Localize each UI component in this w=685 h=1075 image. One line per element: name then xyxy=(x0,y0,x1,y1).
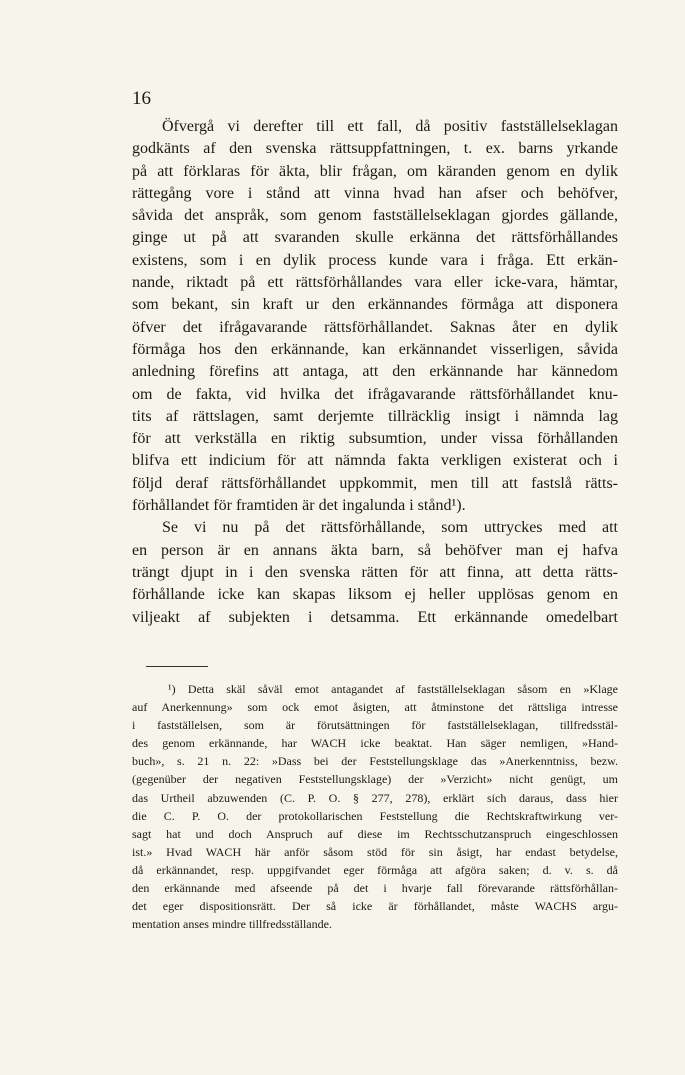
text-line: godkänts af den svenska rättsuppfattningen, t. ex. barns yrkande xyxy=(132,140,618,158)
footnote-line: (gegenüber der negativen Feststellungsklage) der »Verzicht» nicht genügt, um xyxy=(132,772,618,787)
text-line: anledning förefins att antaga, att den erkännande har kännedom xyxy=(132,363,618,381)
text-line: ginge ut på att svaranden skulle erkänna det rättsförhållandes xyxy=(132,229,618,247)
text-line: öfver det ifrågavarande rättsförhållandet. Saknas åter en dylik xyxy=(132,318,618,336)
page-number: 16 xyxy=(132,88,151,109)
text-line: Se vi nu på det rättsförhållande, som uttryckes med att xyxy=(162,519,618,537)
text-line: såvida det anspråk, som genom fastställelseklagan gjordes gällande, xyxy=(132,207,618,225)
footnotes xyxy=(132,680,618,933)
footnote-line: ¹) Detta skäl såväl emot antagandet af fastställelseklagan såsom en »Klage xyxy=(168,682,618,696)
text-line: rättegång vore i stånd att vinna hvad han afser och behöfver, xyxy=(132,184,618,202)
text-line: förmåga hos den erkännande, kan erkännandet visserligen, såvida xyxy=(132,340,618,358)
text-line: förhållandet för framtiden är det ingalunda i stånd¹). xyxy=(132,497,466,515)
text-line: nande, riktadt på ett rättsförhållandes vara eller icke-vara, hämtar, xyxy=(132,274,618,292)
text-line: för att verkställa en riktig subsumtion, under vissa förhållanden xyxy=(132,430,618,448)
footnote-line: des genom erkännande, har WACH icke beaktat. Han säger nemligen, »Hand- xyxy=(132,736,618,751)
footnote-line: i fastställelsen, som är förutsättningen för fastställelseklagan, tillfredsstäl- xyxy=(132,718,618,733)
footnote-line: buch», s. 21 n. 22: »Dass bei der Feststellungsklage das »Anerkenntniss, bezw. xyxy=(132,754,618,769)
text-line: på att förklaras för äkta, blir frågan, om käranden genom en dylik xyxy=(132,162,618,180)
text-line: viljeakt af subjekten i detsamma. Ett erkännande omedelbart xyxy=(132,608,618,626)
text-line: tits af rättslagen, samt derjemte tillräcklig insigt i nämnda lag xyxy=(132,407,618,425)
text-line: en person är en annans äkta barn, så behöfver man ej hafva xyxy=(132,541,618,559)
footnote-line: den erkännande med afseende på det i hvarje fall förevarande rättsförhållan- xyxy=(132,881,618,896)
footnote-line: auf Anerkennung» som ock emot åsigten, att åtminstone det rättsliga intresse xyxy=(132,700,618,715)
text-line: trängt djupt in i den svenska rätten för att finna, att detta rätts- xyxy=(132,563,618,581)
footnote-line: das Urtheil abzuwenden (C. P. O. § 277, 278), erklärt sich daraus, dass hier xyxy=(132,790,618,805)
text-line: blifva ett indicium för att nämnda fakta verkligen existerat och i xyxy=(132,452,618,470)
text-line: förhållande icke kan skapas liksom ej heller upplösas genom en xyxy=(132,586,618,604)
text-line: Öfvergå vi derefter till ett fall, då positiv fastställelseklagan xyxy=(162,118,618,135)
footnote-line: då erkännandet, resp. uppgifvandet eger förmåga att afgöra saken; d. v. s. då xyxy=(132,862,618,877)
main-text xyxy=(132,116,618,629)
footnote-line: sagt hat und doch Anspruch auf diese im Rechtsschutzanspruch eingeschlossen xyxy=(132,826,618,841)
text-line: följd deraf rättsförhållandet uppkommit, men till att fastslå rätts- xyxy=(132,474,618,492)
text-line: existens, som i en dylik process kunde vara i fråga. Ett erkän- xyxy=(132,251,618,269)
footnote-divider xyxy=(146,666,208,667)
footnote-line: die C. P. O. der protokollarischen Feststellung die Rechtskraftwirkung ver- xyxy=(132,808,618,823)
footnote-line: ist.» Hvad WACH här anför såsom stöd för sin åsigt, har endast betydelse, xyxy=(132,844,618,859)
footnote-line: det eger dispositionsrätt. Der så icke är förhållandet, måste WACHS argu- xyxy=(132,899,618,914)
footnote-line: mentation anses mindre tillfredsställande. xyxy=(132,917,332,932)
text-line: som bekant, sin kraft ur den erkännandes förmåga att disponera xyxy=(132,296,618,314)
text-line: om de fakta, vid hvilka det ifrågavarande rättsförhållandet knu- xyxy=(132,385,618,403)
